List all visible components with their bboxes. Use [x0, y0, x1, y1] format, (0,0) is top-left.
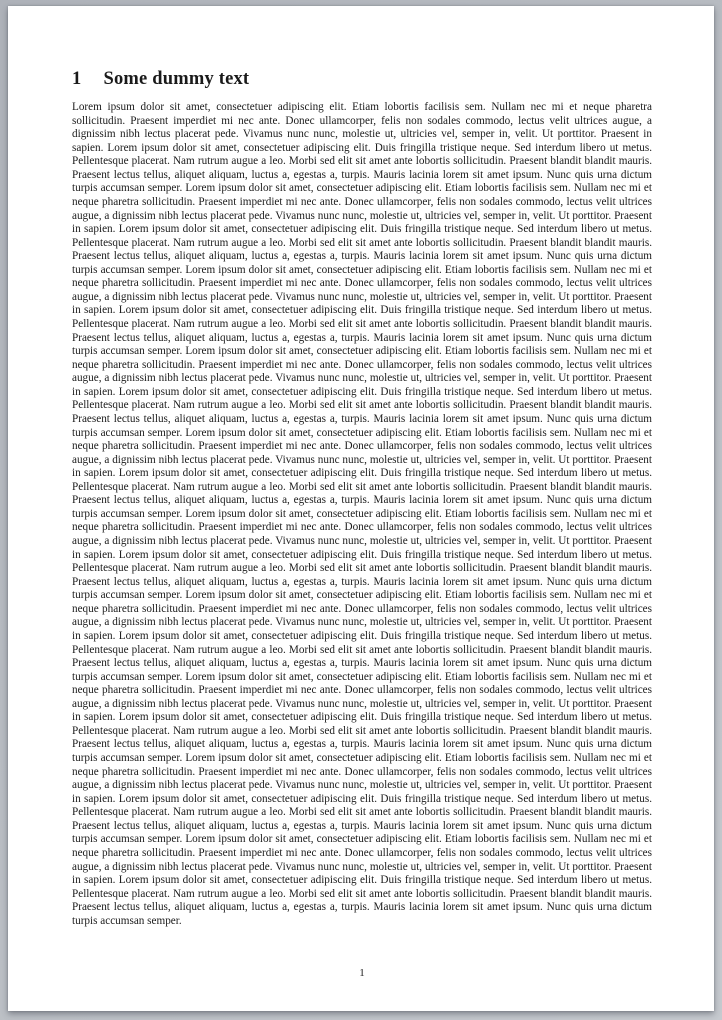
section-title: Some dummy text: [103, 69, 250, 89]
section-number: 1: [72, 69, 82, 89]
page-number: 1: [359, 967, 365, 979]
document-page: [8, 6, 714, 1011]
body-text: Lorem ipsum dolor sit amet, consectetuer adipiscing elit. Etiam lobortis facilisis sem. Nullam nec mi et neque pharetra sollicitudin. Praesent imperdiet mi nec ante. Donec ullamcorper, felis non sodales commodo, lectus velit ultrices augue, a dignissim nibh lectus placerat pede. Vivamus nunc nunc, molestie ut, ultricies vel, semper in, velit. Ut porttitor. Praesent in sapien. Lorem ipsum dolor sit amet, consectetuer adipiscing elit. Duis fringilla tristique neque. Sed interdum libero ut metus. Pellentesque placerat. Nam rutrum augue a leo. Morbi sed elit sit amet ante lobortis sollicitudin. Praesent blandit blandit mauris. Praesent lectus tellus, aliquet aliquam, luctus a, egestas a, turpis. Mauris lacinia lorem sit amet ipsum. Nunc quis urna dictum turpis accumsan semper. Lorem ipsum dolor sit amet, consectetuer adipiscing elit. Etiam lobortis facilisis sem. Nullam nec mi et neque pharetra sollicitudin. Praesent imperdiet mi nec ante. Donec ullamcorper, felis non sodales commodo, lectus velit ultrices augue, a dignissim nibh lectus placerat pede. Vivamus nunc nunc, molestie ut, ultricies vel, semper in, velit. Ut porttitor. Praesent in sapien. Lorem ipsum dolor sit amet, consectetuer adipiscing elit. Duis fringilla tristique neque. Sed interdum libero ut metus. Pellentesque placerat. Nam rutrum augue a leo. Morbi sed elit sit amet ante lobortis sollicitudin. Praesent blandit blandit mauris. Praesent lectus tellus, aliquet aliquam, luctus a, egestas a, turpis. Mauris lacinia lorem sit amet ipsum. Nunc quis urna dictum turpis accumsan semper. Lorem ipsum dolor sit amet, consectetuer adipiscing elit. Etiam lobortis facilisis sem. Nullam nec mi et neque pharetra sollicitudin. Praesent imperdiet mi nec ante. Donec ullamcorper, felis non sodales commodo, lectus velit ultrices augue, a dignissim nibh lectus placerat pede. Vivamus nunc nunc, molestie ut, ultricies vel, semper in, velit. Ut porttitor. Praesent in sapien. Lorem ipsum dolor sit amet, consectetuer adipiscing elit. Duis fringilla tristique neque. Sed interdum libero ut metus. Pellentesque placerat. Nam rutrum augue a leo. Morbi sed elit sit amet ante lobortis sollicitudin. Praesent blandit blandit mauris. Praesent lectus tellus, aliquet aliquam, luctus a, egestas a, turpis. Mauris lacinia lorem sit amet ipsum. Nunc quis urna dictum turpis accumsan semper. Lorem ipsum dolor sit amet, consectetuer adipiscing elit. Etiam lobortis facilisis sem. Nullam nec mi et neque pharetra sollicitudin. Praesent imperdiet mi nec ante. Donec ullamcorper, felis non sodales commodo, lectus velit ultrices augue, a dignissim nibh lectus placerat pede. Vivamus nunc nunc, molestie ut, ultricies vel, semper in, velit. Ut porttitor. Praesent in sapien. Lorem ipsum dolor sit amet, consectetuer adipiscing elit. Duis fringilla tristique neque. Sed interdum libero ut metus. Pellentesque placerat. Nam rutrum augue a leo. Morbi sed elit sit amet ante lobortis sollicitudin. Praesent blandit blandit mauris. Praesent lectus tellus, aliquet aliquam, luctus a, egestas a, turpis. Mauris lacinia lorem sit amet ipsum. Nunc quis urna dictum turpis accumsan semper. Lorem ipsum dolor sit amet, consectetuer adipiscing elit. Etiam lobortis facilisis sem. Nullam nec mi et neque pharetra sollicitudin. Praesent imperdiet mi nec ante. Donec ullamcorper, felis non sodales commodo, lectus velit ultrices augue, a dignissim nibh lectus placerat pede. Vivamus nunc nunc, molestie ut, ultricies vel, semper in, velit. Ut porttitor. Praesent in sapien. Lorem ipsum dolor sit amet, consectetuer adipiscing elit. Duis fringilla tristique neque. Sed interdum libero ut metus. Pellentesque placerat. Nam rutrum augue a leo. Morbi sed elit sit amet ante lobortis sollicitudin. Praesent blandit blandit mauris. Praesent lectus tellus, aliquet aliquam, luctus a, egestas a, turpis. Mauris lacinia lorem sit amet ipsum. Nunc quis urna dictum turpis accumsan semper. Lorem ipsum dolor sit amet, consectetuer adipiscing elit. Etiam lobortis facilisis sem. Nullam nec mi et neque pharetra sollicitudin. Praesent imperdiet mi nec ante. Donec ullamcorper, felis non sodales commodo, lectus velit ultrices augue, a dignissim nibh lectus placerat pede. Vivamus nunc nunc, molestie ut, ultricies vel, semper in, velit. Ut porttitor. Praesent in sapien. Lorem ipsum dolor sit amet, consectetuer adipiscing elit. Duis fringilla tristique neque. Sed interdum libero ut metus. Pellentesque placerat. Nam rutrum augue a leo. Morbi sed elit sit amet ante lobortis sollicitudin. Praesent blandit blandit mauris. Praesent lectus tellus, aliquet aliquam, luctus a, egestas a, turpis. Mauris lacinia lorem sit amet ipsum. Nunc quis urna dictum turpis accumsan semper. Lorem ipsum dolor sit amet, consectetuer adipiscing elit. Etiam lobortis facilisis sem. Nullam nec mi et neque pharetra sollicitudin. Praesent imperdiet mi nec ante. Donec ullamcorper, felis non sodales commodo, lectus velit ultrices augue, a dignissim nibh lectus placerat pede. Vivamus nunc nunc, molestie ut, ultricies vel, semper in, velit. Ut porttitor. Praesent in sapien. Lorem ipsum dolor sit amet, consectetuer adipiscing elit. Duis fringilla tristique neque. Sed interdum libero ut metus. Pellentesque placerat. Nam rutrum augue a leo. Morbi sed elit sit amet ante lobortis sollicitudin. Praesent blandit blandit mauris. Praesent lectus tellus, aliquet aliquam, luctus a, egestas a, turpis. Mauris lacinia lorem sit amet ipsum. Nunc quis urna dictum turpis accumsan semper. Lorem ipsum dolor sit amet, consectetuer adipiscing elit. Etiam lobortis facilisis sem. Nullam nec mi et neque pharetra sollicitudin. Praesent imperdiet mi nec ante. Donec ullamcorper, felis non sodales commodo, lectus velit ultrices augue, a dignissim nibh lectus placerat pede. Vivamus nunc nunc, molestie ut, ultricies vel, semper in, velit. Ut porttitor. Praesent in sapien. Lorem ipsum dolor sit amet, consectetuer adipiscing elit. Duis fringilla tristique neque. Sed interdum libero ut metus. Pellentesque placerat. Nam rutrum augue a leo. Morbi sed elit sit amet ante lobortis sollicitudin. Praesent blandit blandit mauris. Praesent lectus tellus, aliquet aliquam, luctus a, egestas a, turpis. Mauris lacinia lorem sit amet ipsum. Nunc quis urna dictum turpis accumsan semper. Lorem ipsum dolor sit amet, consectetuer adipiscing elit. Etiam lobortis facilisis sem. Nullam nec mi et neque pharetra sollicitudin. Praesent imperdiet mi nec ante. Donec ullamcorper, felis non sodales commodo, lectus velit ultrices augue, a dignissim nibh lectus placerat pede. Vivamus nunc nunc, molestie ut, ultricies vel, semper in, velit. Ut porttitor. Praesent in sapien. Lorem ipsum dolor sit amet, consectetuer adipiscing elit. Duis fringilla tristique neque. Sed interdum libero ut metus. Pellentesque placerat. Nam rutrum augue a leo. Morbi sed elit sit amet ante lobortis sollicitudin. Praesent blandit blandit mauris. Praesent lectus tellus, aliquet aliquam, luctus a, egestas a, turpis. Mauris lacinia lorem sit amet ipsum. Nunc quis urna dictum turpis accumsan semper. Lorem ipsum dolor sit amet, consectetuer adipiscing elit. Etiam lobortis facilisis sem. Nullam nec mi et neque pharetra sollicitudin. Praesent imperdiet mi nec ante. Donec ullamcorper, felis non sodales commodo, lectus velit ultrices augue, a dignissim nibh lectus placerat pede. Vivamus nunc nunc, molestie ut, ultricies vel, semper in, velit. Ut porttitor. Praesent in sapien. Lorem ipsum dolor sit amet, consectetuer adipiscing elit. Duis fringilla tristique neque. Sed interdum libero ut metus. Pellentesque placerat. Nam rutrum augue a leo. Morbi sed elit sit amet ante lobortis sollicitudin. Praesent blandit blandit mauris. Praesent lectus tellus, aliquet aliquam, luctus a, egestas a, turpis. Mauris lacinia lorem sit amet ipsum. Nunc quis urna dictum turpis accumsan semper.: [72, 101, 652, 927]
section-heading: [72, 68, 652, 90]
